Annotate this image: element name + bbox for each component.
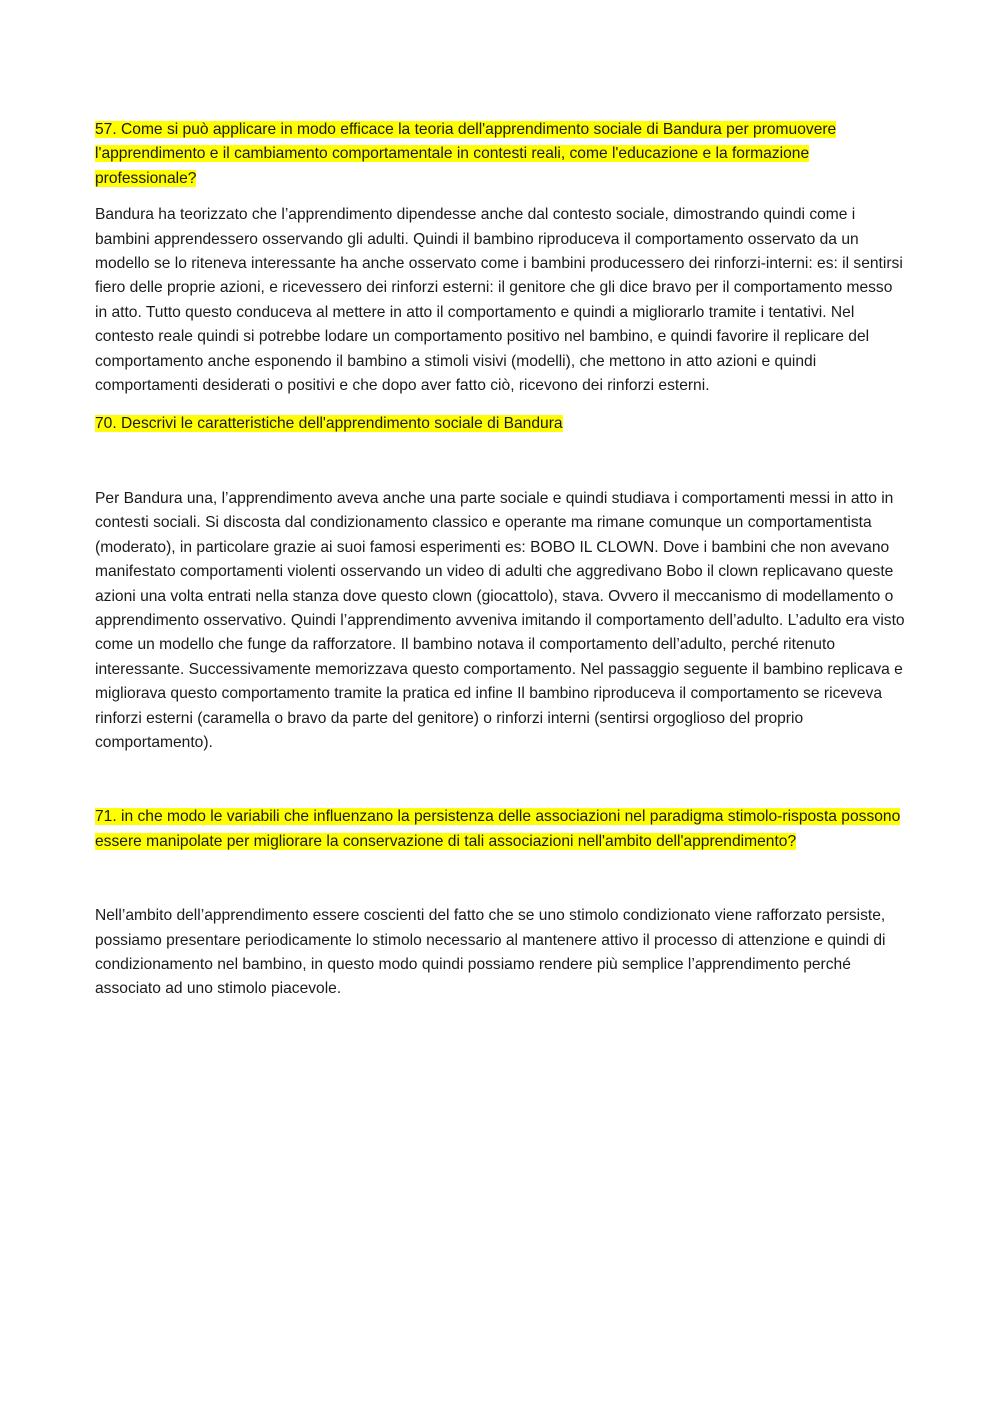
question-57-text: 57. Come si può applicare in modo efficace la teoria dell'apprendimento sociale di Bandura per promuovere l'apprendimento e il cambiamento comportamentale in contesti reali, come l'educazione e la formazione professionale? [95, 121, 837, 187]
question-71 [95, 805, 907, 854]
question-71-text: 71. in che modo le variabili che influenzano la persistenza delle associazioni nel paradigma stimolo-risposta possono essere manipolate per migliorare la conservazione di tali associazioni nell'ambito dell'apprendimento? [95, 808, 901, 850]
answer-70: Per Bandura una, l’apprendimento aveva anche una parte sociale e quindi studiava i comportamenti messi in atto in contesti sociali. Si discosta dal condizionamento classico e operante ma rimane comunque un comportamentista (moderato), in particolare grazie ai suoi famosi esperimenti es: BOBO IL CLOWN. Dove i bambini che non avevano manifestato comportamenti violenti osservando un video di adulti che aggredivano Bobo il clown replicavano queste azioni una volta entrati nella stanza dove questo clown (giocattolo), stava. Ovvero il meccanismo di modellamento o apprendimento osservativo. Quindi l’apprendimento avveniva imitando il comportamento dell’adulto. L’adulto era visto come un modello che funge da rafforzatore. Il bambino notava il comportamento dell’adulto, perché ritenuto interessante. Successivamente memorizzava questo comportamento. Nel passaggio seguente il bambino replicava e migliorava questo comportamento tramite la pratica ed infine Il bambino riproduceva il comportamento se riceveva rinforzi esterni (caramella o bravo da parte del genitore) o rinforzi interni (sentirsi orgoglioso del proprio comportamento). [95, 489, 905, 751]
question-70 [95, 412, 907, 436]
question-57 [95, 118, 907, 191]
spacer [95, 437, 907, 487]
answer-71: Nell’ambito dell’apprendimento essere coscienti del fatto che se uno stimolo condizionato viene rafforzato persiste, possiamo presentare periodicamente lo stimolo necessario al mantenere attivo il processo di attenzione e quindi di condizionamento nel bambino, in questo modo quindi possiamo rendere più semplice l’apprendimento perché associato ad uno stimolo piacevole. [95, 907, 886, 998]
spacer [95, 398, 907, 412]
spacer [95, 755, 907, 805]
answer-57: Bandura ha teorizzato che l’apprendimento dipendesse anche dal contesto sociale, dimostrando quindi come i bambini apprendessero osservando gli adulti. Quindi il bambino riproduceva il comportamento osservato da un modello se lo riteneva interessante ha anche osservato come i bambini producessero dei rinforzi-interni: es: il sentirsi fiero delle proprie azioni, e ricevessero dei rinforzi esterni: il genitore che gli dice bravo per il comportamento messo in atto. Tutto questo conduceva al mettere in atto il comportamento e quindi a migliorarlo tramite i tentativi. Nel contesto reale quindi si potrebbe lodare un comportamento positivo nel bambino, e quindi favorire il replicare del comportamento anche esponendo il bambino a stimoli visivi (modelli), che mettono in atto azioni e quindi comportamenti desiderati o positivi e che dopo aver fatto ciò, ricevono dei rinforzi esterni. [95, 206, 903, 395]
question-70-text: 70. Descrivi le caratteristiche dell'apprendimento sociale di Bandura [95, 415, 563, 433]
spacer [95, 191, 907, 203]
document-body [95, 118, 907, 1002]
spacer [95, 854, 907, 904]
